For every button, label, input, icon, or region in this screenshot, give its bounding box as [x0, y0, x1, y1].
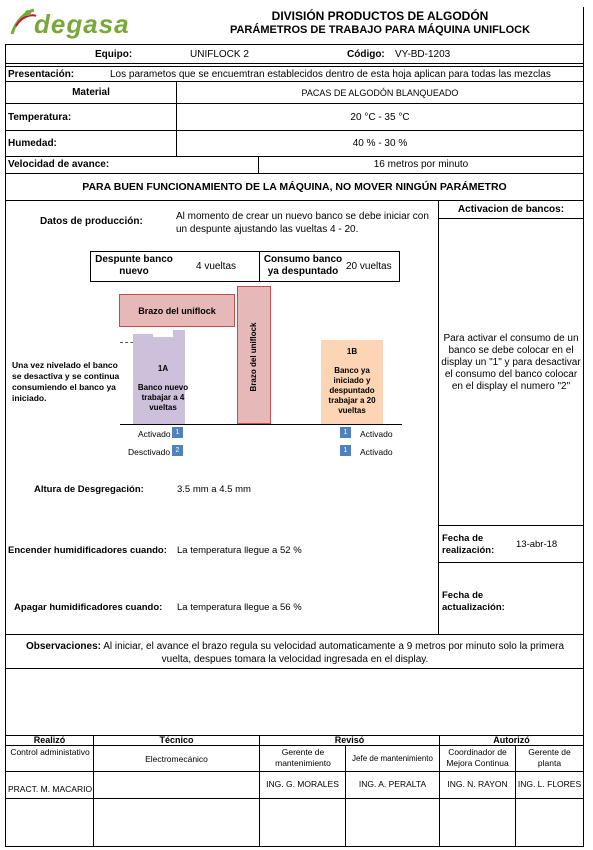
firma-role-5: Coordinador de Mejora Continua — [446, 747, 509, 768]
equipo-value: UNIFLOCK 2 — [190, 49, 249, 60]
temperatura-label: Temperatura: — [8, 112, 72, 123]
produccion-label: Datos de producción: — [40, 216, 143, 227]
humedad-label: Humedad: — [8, 138, 57, 149]
desgregacion-label: Altura de Desgregación: — [34, 484, 144, 495]
despunte-value: 4 vueltas — [196, 261, 237, 272]
velocidad-label: Velocidad de avance: — [8, 159, 110, 170]
divider — [438, 218, 583, 219]
firma-role-1: Control administativo — [10, 747, 90, 757]
divider — [5, 200, 584, 201]
firma-name-3: ING. G. MORALES — [266, 779, 339, 789]
firma-name-6: ING. L. FLORES — [517, 779, 582, 789]
header-title-1: DIVISIÓN PRODUCTOS DE ALGODÓN — [271, 9, 489, 23]
frame-left — [5, 44, 6, 847]
activado-label-1: Activado — [138, 429, 171, 439]
material-value: PACAS DE ALGODÓN BLANQUEADO — [301, 88, 459, 98]
observaciones-block — [10, 640, 580, 666]
warning-banner: PARA BUEN FUNCIONAMIENTO DE LA MÁQUINA, NO MOVER NINGÚN PARÁMETRO — [82, 181, 507, 193]
firma-role-6: Gerente de planta — [528, 747, 571, 768]
activado-label-2: Activado — [360, 429, 393, 439]
header-title-2: PARÁMETROS DE TRABAJO PARA MÁQUINA UNIFLOCK — [229, 24, 531, 36]
banco-1a-tab-left — [133, 334, 153, 338]
banco-1b-id: 1B — [346, 347, 358, 356]
codigo-value: VY-BD-1203 — [395, 49, 451, 60]
divider — [259, 735, 260, 847]
banco-1a-tab-right — [173, 330, 185, 338]
produccion-text: Al momento de crear un nuevo banco se debe iniciar con un despunte ajustando las vueltas 4 - 20. — [176, 211, 429, 235]
codigo-label: Código: — [347, 49, 385, 60]
presentacion-label: Presentación: — [8, 69, 75, 80]
divider — [259, 251, 260, 282]
brazo-horizontal-label: Brazo del uniflock — [138, 306, 216, 316]
firma-name-5: ING. N. RAYON — [447, 779, 508, 789]
divider — [5, 771, 584, 772]
firma-name-1: PRACT. M. MACARIO — [8, 784, 93, 794]
square-2: 2 — [172, 445, 183, 456]
frame-bottom — [5, 846, 584, 847]
divider — [5, 63, 584, 64]
divider — [5, 66, 584, 67]
square-1: 1 — [172, 427, 183, 438]
divider — [5, 798, 584, 799]
observaciones-text: Al iniciar, el avance el brazo regula su velocidad automaticamente a 9 metros por minuto solo la primera vuelta, despues tomara la velocidad ingresada en el display. — [103, 641, 565, 665]
divider — [5, 173, 584, 174]
velocidad-value: 16 metros por minuto — [373, 159, 469, 170]
divider — [5, 634, 584, 635]
frame-right — [583, 7, 584, 847]
activacion-text: Para activar el consumo de un banco se debe colocar en el display un "1" y para desactivar el consumo del banco colocar en el display el numero "2" — [441, 333, 581, 392]
temperatura-value: 20 °C - 35 °C — [350, 112, 410, 123]
diagram-floor — [120, 424, 402, 425]
encender-value: La temperatura llegue a 52 % — [177, 545, 302, 556]
firma-autorizo-header: Autorizó — [493, 735, 530, 745]
observaciones-label: Observaciones: — [25, 641, 101, 652]
apagar-label: Apagar humidificadores cuando: — [14, 602, 163, 613]
encender-label: Encender humidificadores cuando: — [8, 545, 167, 556]
equipo-label: Equipo: — [95, 49, 133, 60]
firma-tecnico-header: Técnico — [159, 735, 194, 745]
humedad-value: 40 % - 30 % — [352, 138, 408, 149]
square-4: 1 — [340, 445, 351, 456]
divider — [5, 81, 584, 82]
square-3: 1 — [340, 427, 351, 438]
consumo-value: 20 vueltas — [346, 261, 392, 272]
consumo-label: Consumo banco ya despuntado — [263, 254, 343, 277]
banco-1a-text: Banco nuevo trabajar a 4 vueltas — [137, 383, 189, 412]
firma-role-2: Electromecánico — [145, 754, 208, 764]
frame-top — [5, 44, 584, 45]
brazo-vertical-label: Brazo del uniflock — [249, 322, 258, 392]
fecha-actualizacion-label: Fecha de actualización: — [442, 590, 505, 613]
firma-role-4: Jefe de mantenimiento — [352, 754, 433, 763]
divider — [5, 668, 584, 669]
divider — [438, 200, 439, 634]
material-label: Material — [72, 87, 110, 98]
logo-wordmark: degasa — [34, 9, 130, 39]
company-logo — [6, 4, 136, 42]
firma-reviso-header: Revisó — [334, 735, 365, 745]
apagar-value: La temperatura llegue a 56 % — [177, 602, 302, 613]
despunte-label: Despunte banco nuevo — [95, 254, 173, 277]
activado-label-3: Activado — [360, 447, 393, 457]
divider — [5, 130, 584, 131]
divider — [93, 735, 94, 847]
divider — [5, 156, 584, 157]
activacion-title: Activacion de bancos: — [457, 204, 565, 215]
firma-role-3: Gerente de mantenimiento — [275, 747, 331, 768]
desactivado-label: Desctivado — [128, 447, 171, 457]
presentacion-value: Los parametos que se encuemtran establecidos dentro de esta hoja aplican para todas las mezclas — [110, 69, 551, 80]
banco-1a-id: 1A — [157, 364, 169, 373]
firma-name-4: ING. A. PERALTA — [358, 779, 427, 789]
desgregacion-value: 3.5 mm a 4.5 mm — [177, 484, 251, 495]
divider — [5, 745, 584, 746]
fecha-realizacion-value: 13-abr-18 — [516, 539, 558, 550]
fecha-realizacion-label: Fecha de realización: — [442, 533, 495, 556]
divider — [438, 562, 583, 563]
left-note: Una vez nivelado el banco se desactiva y se continua consumiendo el banco ya iniciado. — [12, 360, 120, 403]
firma-realizo-header: Realizó — [33, 735, 66, 745]
banco-1b-text: Banco ya iniciado y despuntado trabajar a 20 vueltas — [328, 366, 376, 415]
divider — [438, 525, 583, 526]
divider — [5, 103, 584, 104]
